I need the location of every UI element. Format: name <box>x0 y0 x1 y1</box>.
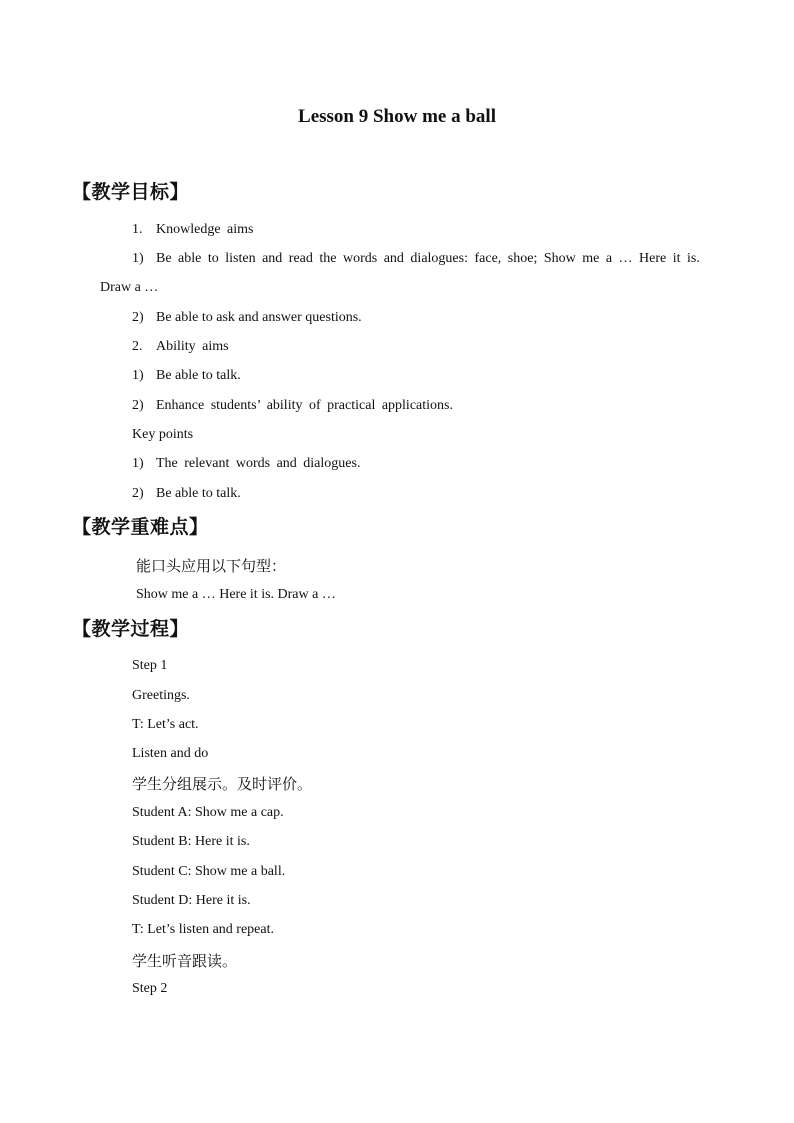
list-number: 1) <box>132 251 144 266</box>
key-point-1 <box>132 456 360 472</box>
difficulties-line-2: Show me a … Here it is. Draw a … <box>136 587 336 602</box>
list-number: 2) <box>132 486 144 501</box>
difficulties-heading: 【教学重难点】 <box>72 516 209 538</box>
lesson-title: Lesson 9 Show me a ball <box>298 106 496 127</box>
ability-item-1 <box>132 368 241 384</box>
list-text: Be able to talk. <box>156 486 241 501</box>
knowledge-item-1 <box>132 251 700 267</box>
list-number: 1. <box>132 222 143 237</box>
process-line: Listen and do <box>132 746 209 761</box>
process-line: T: Let’s act. <box>132 717 199 732</box>
process-line: 学生听音跟读。 <box>132 952 238 970</box>
process-line: Student C: Show me a ball. <box>132 864 286 879</box>
list-number: 1) <box>132 368 144 383</box>
list-number: 2. <box>132 339 143 354</box>
knowledge-item-2 <box>132 310 362 326</box>
knowledge-item-1-continued: Draw a … <box>100 280 159 295</box>
list-text: Enhance students’ ability of practical applications. <box>156 398 453 413</box>
process-heading: 【教学过程】 <box>72 618 190 640</box>
list-text: Be able to listen and read the words and dialogues: face, shoe; Show me a … Here it is. <box>156 251 700 266</box>
list-number: 2) <box>132 398 144 413</box>
list-text: Be able to ask and answer questions. <box>156 310 362 325</box>
key-points-label: Key points <box>132 427 194 442</box>
list-text: Be able to talk. <box>156 368 241 383</box>
process-line: T: Let’s listen and repeat. <box>132 922 274 937</box>
process-line: Student A: Show me a cap. <box>132 805 284 820</box>
list-number: 2) <box>132 310 144 325</box>
process-line: Step 2 <box>132 981 168 996</box>
process-line: Student B: Here it is. <box>132 834 250 849</box>
list-text: Ability aims <box>156 339 229 354</box>
list-text: The relevant words and dialogues. <box>156 456 361 471</box>
list-text: Knowledge aims <box>156 222 254 237</box>
objectives-heading: 【教学目标】 <box>72 181 190 203</box>
list-number: 1) <box>132 456 144 471</box>
ability-item-2 <box>132 398 453 414</box>
ability-aims-line <box>132 339 229 355</box>
knowledge-aims-line <box>132 222 253 238</box>
process-line: Greetings. <box>132 688 190 703</box>
process-line: 学生分组展示。及时评价。 <box>132 775 313 793</box>
difficulties-line-1: 能口头应用以下句型： <box>136 557 287 575</box>
process-line: Student D: Here it is. <box>132 893 251 908</box>
key-point-2 <box>132 486 241 502</box>
process-line: Step 1 <box>132 658 168 673</box>
